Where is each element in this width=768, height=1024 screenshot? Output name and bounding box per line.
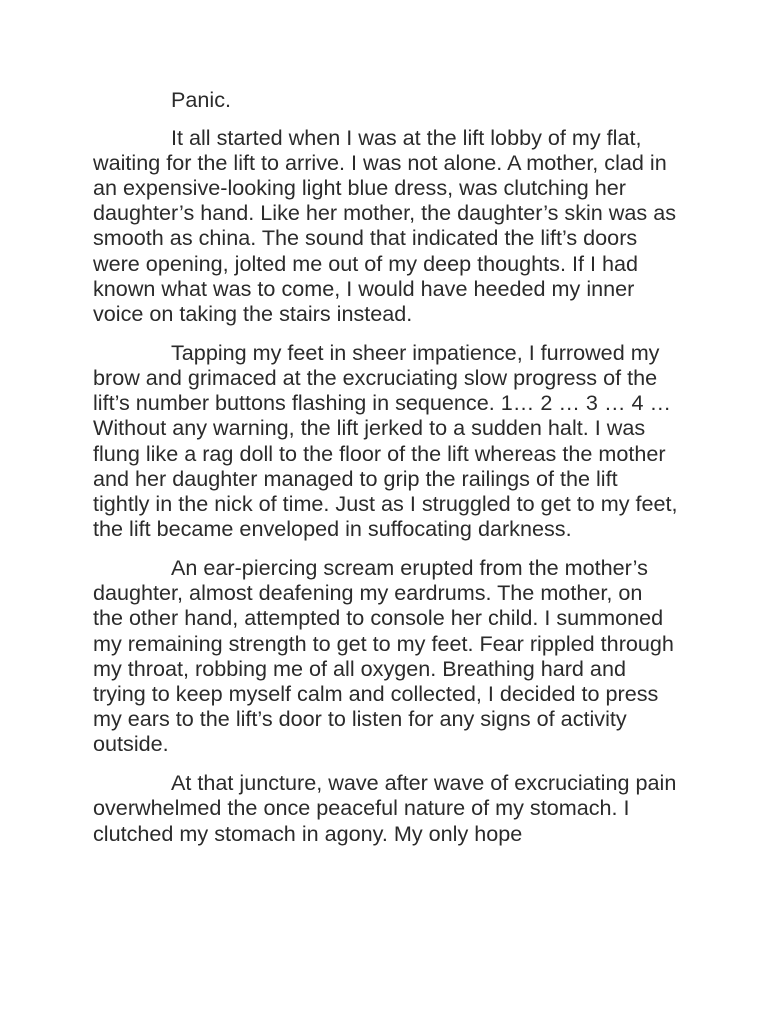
paragraph-3: An ear-piercing scream erupted from the mother’s daughter, almost deafening my eardrums. The mother, on the other hand, attempted to console her child. I summoned my remaining strength to get to my feet. Fear rippled through my throat, robbing me of all oxygen. Breathing hard and trying to keep myself calm and collected, I decided to press my ears to the lift’s door to listen for any signs of activity outside. [93, 555, 674, 757]
paragraph-2: Tapping my feet in sheer impatience, I furrowed my brow and grimaced at the excruciating slow progress of the lift’s number buttons flashing in sequence. 1… 2 … 3 … 4 … Without any warning, the lift jerked to a sudden halt. I was flung like a rag doll to the floor of the lift whereas the mother and her daughter managed to grip the railings of the lift tightly in the nick of time. Just as I struggled to get to my feet, the lift became enveloped in suffocating darkness. [93, 339, 678, 542]
document-body [93, 87, 678, 859]
document-title: Panic. [171, 87, 232, 112]
paragraph-1: It all started when I was at the lift lobby of my flat, waiting for the lift to arrive. I was not alone. A mother, clad in an expensive-looking light blue dress, was clutching her daughter’s hand. Like her mother, the daughter’s skin was as smooth as china. The sound that indicated the lift’s doors were opening, jolted me out of my deep thoughts. If I had known what was to come, I would have heeded my inner voice on taking the stairs instead. [93, 124, 676, 327]
paragraph-4: At that juncture, wave after wave of excruciating pain overwhelmed the once peaceful nature of my stomach. I clutched my stomach in agony. My only hope [93, 770, 677, 846]
